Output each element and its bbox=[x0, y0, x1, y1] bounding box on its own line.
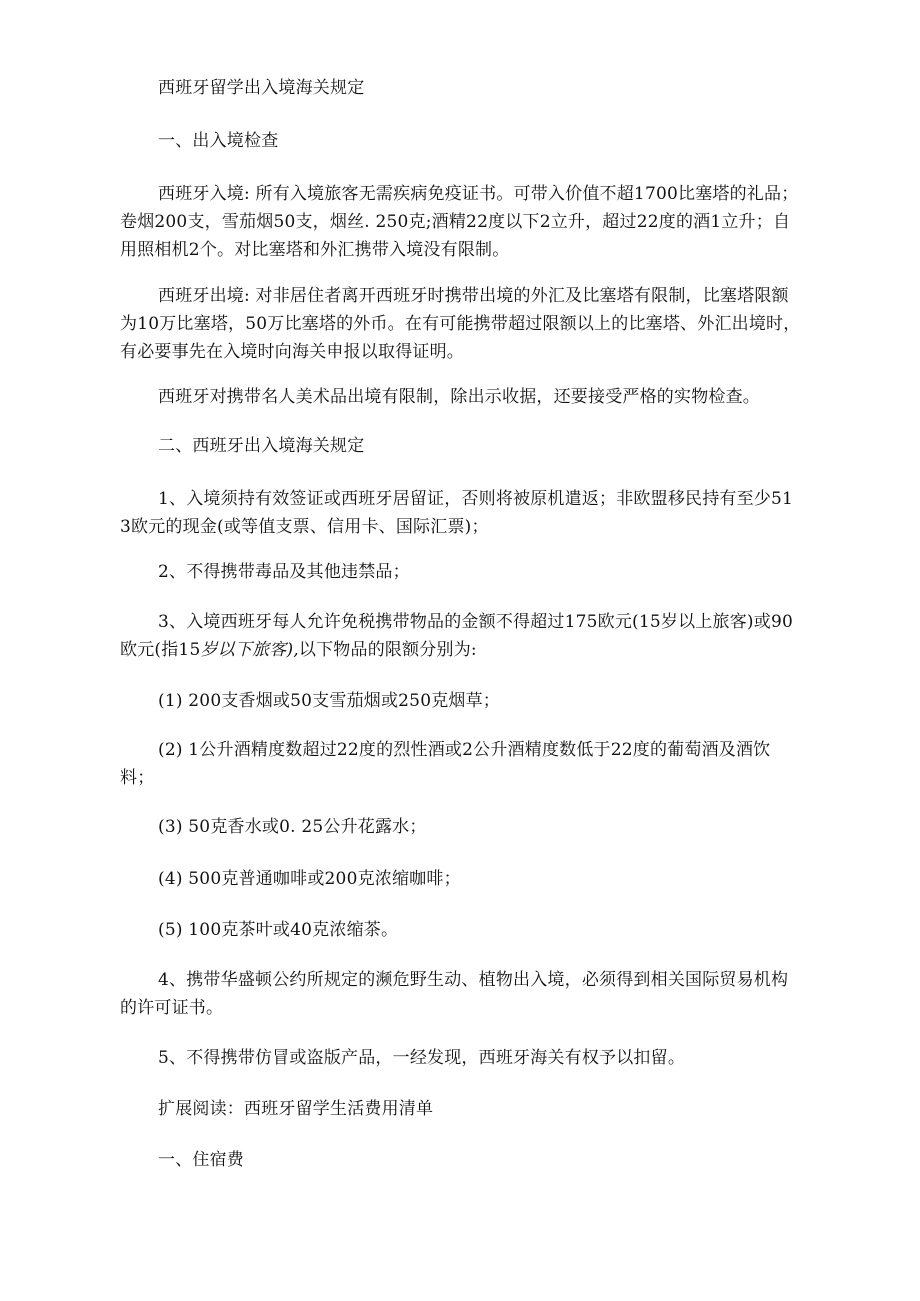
document-title: 西班牙留学出入境海关规定 bbox=[158, 78, 365, 98]
paragraph-spain-entry bbox=[120, 180, 803, 264]
section-heading-inspection: 一、出入境检查 bbox=[158, 131, 279, 151]
paragraph-spain-exit bbox=[120, 282, 803, 366]
section-heading-accommodation: 一、住宿费 bbox=[158, 1150, 244, 1170]
limit-item-5: (5) 100克茶叶或40克浓缩茶。 bbox=[158, 920, 399, 940]
extended-reading: 扩展阅读：西班牙留学生活费用清单 bbox=[158, 1099, 434, 1119]
rule-item-3-part-a: 3、入境西班牙每人允许免税携带物品的金额不得超过175欧元(15岁以上旅客)或90欧元(指15 bbox=[120, 612, 793, 660]
limit-item-3: (3) 50克香水或0. 25公升花露水； bbox=[158, 817, 427, 837]
paragraph-art-restriction: 西班牙对携带名人美术品出境有限制，除出示收据，还要接受严格的实物检查。 bbox=[158, 387, 760, 407]
limit-item-2: (2) 1公升酒精度数超过22度的烈性酒或2公升酒精度数低于22度的葡萄酒及酒饮料； bbox=[120, 740, 771, 788]
rule-item-3-part-c: 以下物品的限额分别为: bbox=[298, 640, 477, 660]
limit-item-1: (1) 200支香烟或50支雪茄烟或250克烟草； bbox=[158, 691, 501, 711]
rule-item-2: 2、不得携带毒品及其他违禁品； bbox=[158, 562, 410, 582]
entry-lead: 西班牙入境 bbox=[158, 184, 244, 204]
exit-lead: 西班牙出境 bbox=[158, 286, 244, 306]
limit-item-4: (4) 500克普通咖啡或200克浓缩咖啡； bbox=[158, 869, 461, 889]
rule-item-3-part-b: 岁以下旅客), bbox=[200, 640, 299, 660]
rule-item-4: 4、携带华盛顿公约所规定的濒危野生动、植物出入境，必须得到相关国际贸易机构的许可证书。 bbox=[120, 970, 789, 1018]
rule-item-3 bbox=[120, 608, 803, 664]
section-heading-customs: 二、西班牙出入境海关规定 bbox=[158, 436, 365, 456]
entry-body: : 所有入境旅客无需疾病免疫证书。可带入价值不超1700比塞塔的礼品；卷烟200支，雪茄烟50支，烟丝. 250克;酒精22度以下2立升，超过22度的酒1立升；自用照相机2个。对比塞塔和外汇携带入境没有限制。 bbox=[120, 184, 799, 260]
rule-item-5: 5、不得携带仿冒或盗版产品，一经发现，西班牙海关有权予以扣留。 bbox=[158, 1048, 686, 1068]
exit-body: : 对非居住者离开西班牙时携带出境的外汇及比塞塔有限制，比塞塔限额为10万比塞塔，50万比塞塔的外币。在有可能携带超过限额以上的比塞塔、外汇出境时，有必要事先在入境时向海关申报以取得证明。 bbox=[120, 286, 801, 362]
rule-item-1: 1、入境须持有效签证或西班牙居留证，否则将被原机遣返；非欧盟移民持有至少513欧元的现金(或等值支票、信用卡、国际汇票)； bbox=[120, 489, 794, 537]
